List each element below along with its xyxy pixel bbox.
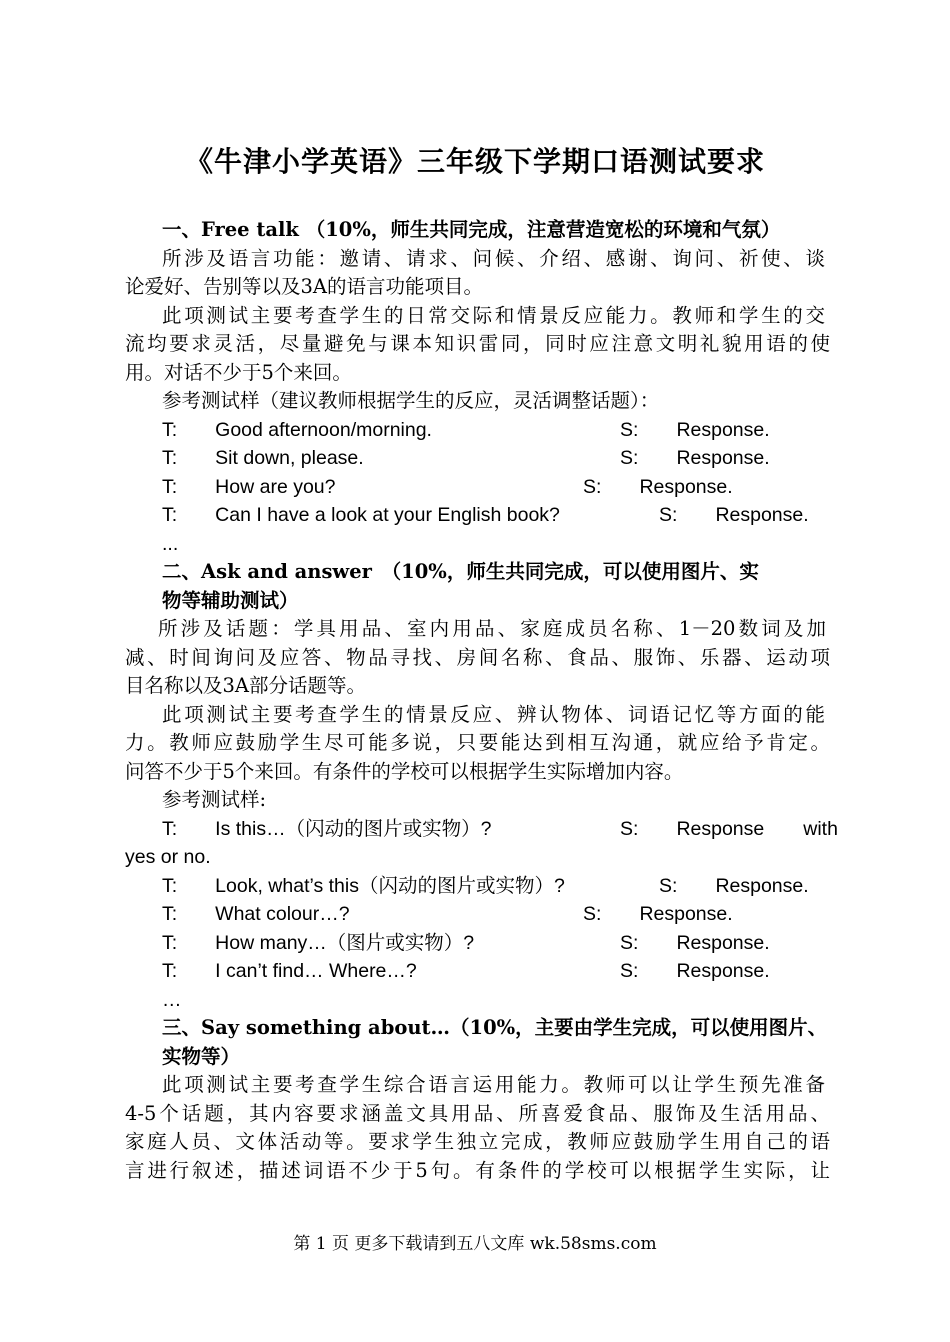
section-1-para-2-line-1: 此项测试主要考查学生的日常交际和情景反应能力。教师和学生的交 bbox=[162, 304, 825, 327]
section-2-para-1-line-2: 减、时间询问及应答、物品寻找、房间名称、食品、服饰、乐器、运动项 bbox=[125, 646, 830, 669]
qa-4-teacher-line: T: How many…（图片或实物）? bbox=[162, 932, 475, 954]
section-2-para-1-line-3: 目名称以及3A部分话题等。 bbox=[125, 674, 366, 697]
qa-5-student-line: S: Response. bbox=[620, 960, 770, 982]
section-2-para-1-line-1: 所涉及话题：学具用品、室内用品、家庭成员名称、1－20数词及加 bbox=[158, 617, 826, 640]
section-1-para-1-line-1: 所涉及语言功能：邀请、请求、问候、介绍、感谢、询问、祈使、谈 bbox=[162, 247, 825, 270]
section-3-para-line-4: 言进行叙述，描述词语不少于5句。有条件的学校可以根据学生实际，让 bbox=[125, 1159, 830, 1182]
section-2-heading-line-2: 物等辅助测试） bbox=[162, 589, 299, 612]
qa-1-student-line: S: Response with bbox=[620, 818, 838, 840]
section-2-para-2-line-2: 力。教师应鼓励学生尽可能多说，只要能达到相互沟通，就应给予肯定。 bbox=[125, 731, 830, 754]
section-2-heading-line-1: 二、Ask and answer （10%，师生共同完成，可以使用图片、实 bbox=[162, 560, 759, 583]
section-1-heading: 一、Free talk （10%，师生共同完成，注意营造宽松的环境和气氛） bbox=[162, 218, 781, 241]
dialog-3-student-line: S: Response. bbox=[583, 476, 733, 498]
section-2-para-2-line-3: 问答不少于5个来回。有条件的学校可以根据学生实际增加内容。 bbox=[125, 760, 684, 783]
section-1-para-2-line-2: 流均要求灵活，尽量避免与课本知识雷同，同时应注意文明礼貌用语的使 bbox=[125, 332, 830, 355]
dialog-1-student-line: S: Response. bbox=[620, 419, 770, 441]
section-1-para-1-line-2: 论爱好、告别等以及3A的语言功能项目。 bbox=[125, 275, 483, 298]
dialog-4-teacher-line: T: Can I have a look at your English book? bbox=[162, 504, 560, 526]
section-3-para-line-1: 此项测试主要考查学生综合语言运用能力。教师可以让学生预先准备 bbox=[162, 1073, 825, 1096]
section-2-ellipsis: … bbox=[162, 989, 182, 1011]
qa-2-student-line: S: Response. bbox=[659, 875, 809, 897]
qa-2-teacher-line: T: Look, what’s this（闪动的图片或实物）? bbox=[162, 875, 565, 897]
dialog-3-teacher-line: T: How are you? bbox=[162, 476, 336, 498]
dialog-2-teacher-line: T: Sit down, please. bbox=[162, 447, 364, 469]
section-3-heading-line-2: 实物等） bbox=[162, 1045, 241, 1068]
qa-5-teacher-line: T: I can’t find… Where…? bbox=[162, 960, 417, 982]
section-2-para-2-line-1: 此项测试主要考查学生的情景反应、辨认物体、词语记忆等方面的能 bbox=[162, 703, 825, 726]
qa-1-teacher-line: T: Is this…（闪动的图片或实物）? bbox=[162, 818, 492, 840]
qa-4-student-line: S: Response. bbox=[620, 932, 770, 954]
section-1-sample-label: 参考测试样（建议教师根据学生的反应，灵活调整话题）： bbox=[162, 389, 660, 412]
qa-1-wrap-line: yes or no. bbox=[125, 846, 211, 868]
dialog-1-teacher-line: T: Good afternoon/morning. bbox=[162, 419, 432, 441]
page-title: 《牛津小学英语》三年级下学期口语测试要求 bbox=[184, 145, 765, 178]
section-3-para-line-3: 家庭人员、文体活动等。要求学生独立完成，教师应鼓励学生用自己的语 bbox=[125, 1130, 830, 1153]
section-2-sample-label: 参考测试样: bbox=[162, 788, 267, 811]
qa-3-teacher-line: T: What colour…? bbox=[162, 903, 350, 925]
section-1-para-2-line-3: 用。对话不少于5个来回。 bbox=[125, 361, 352, 384]
page-footer: 第 1 页 更多下载请到五八文库 wk.58sms.com bbox=[293, 1234, 657, 1254]
section-1-ellipsis: ... bbox=[162, 533, 179, 555]
section-3-heading-line-1: 三、Say something about…（10%，主要由学生完成，可以使用图片、 bbox=[162, 1016, 828, 1039]
dialog-4-student-line: S: Response. bbox=[659, 504, 809, 526]
qa-3-student-line: S: Response. bbox=[583, 903, 733, 925]
section-3-para-line-2: 4-5个话题，其内容要求涵盖文具用品、所喜爱食品、服饰及生活用品、 bbox=[125, 1102, 830, 1125]
dialog-2-student-line: S: Response. bbox=[620, 447, 770, 469]
